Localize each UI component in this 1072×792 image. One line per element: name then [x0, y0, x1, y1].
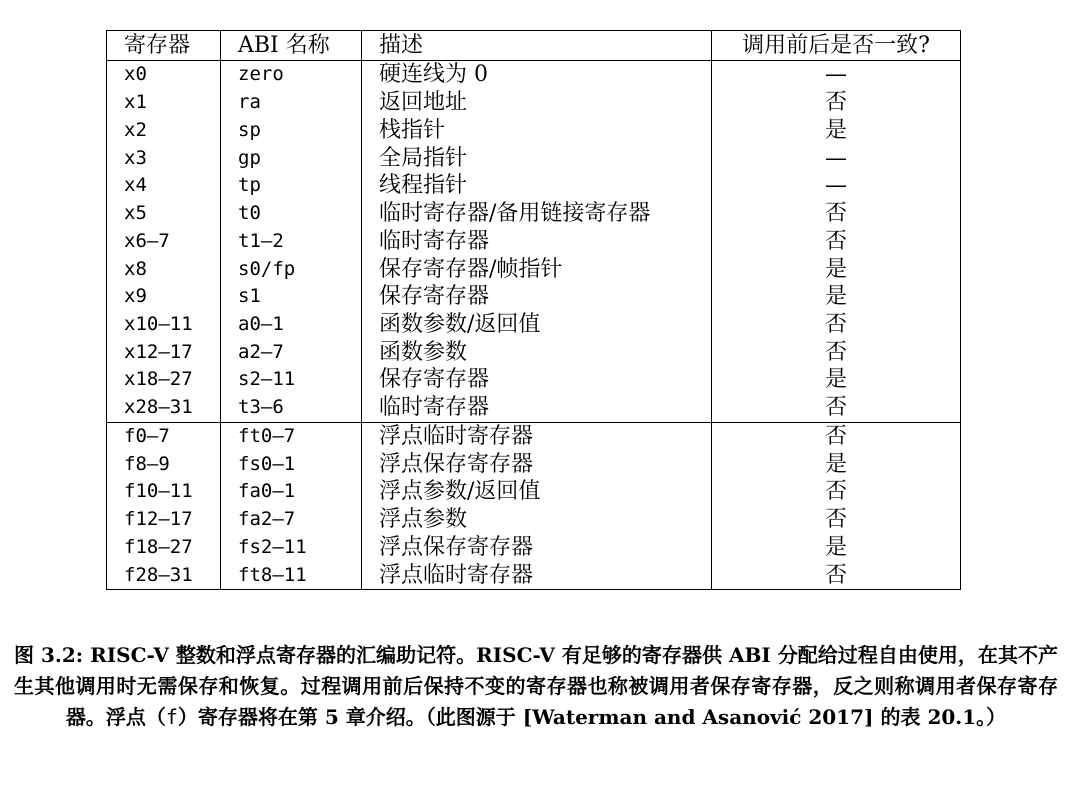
- header-preserved: 调用前后是否一致?: [712, 31, 961, 61]
- register-cell: f0–7: [107, 422, 221, 450]
- header-register: 寄存器: [107, 31, 221, 61]
- description-cell: 函数参数: [362, 338, 712, 366]
- abi-name-cell: gp: [221, 144, 362, 172]
- table-row: [107, 478, 961, 506]
- description-cell: 保存寄存器: [362, 366, 712, 394]
- description-cell: 返回地址: [362, 89, 712, 117]
- preserved-cell: 是: [712, 255, 961, 283]
- caption-text: 图 3.2: RISC-V 整数和浮点寄存器的汇编助记符。RISC-V 有足够的寄存器供 ABI 分配给过程自由使用，在其不产生其他调用时无需保存和恢复。过程调用前后保持不变的寄存器也称被调用者保存寄存器，反之则称调用者保存寄存器。浮点（: [14, 643, 1058, 729]
- table-row: [107, 283, 961, 311]
- table-row: [107, 61, 961, 89]
- abi-name-cell: zero: [221, 61, 362, 89]
- register-cell: x9: [107, 283, 221, 311]
- register-cell: f8–9: [107, 450, 221, 478]
- table-row: [107, 89, 961, 117]
- table-row: [107, 561, 961, 589]
- preserved-cell: 否: [712, 394, 961, 422]
- table-row: [107, 394, 961, 422]
- register-cell: x1: [107, 89, 221, 117]
- abi-name-cell: s0/fp: [221, 255, 362, 283]
- description-cell: 临时寄存器: [362, 394, 712, 422]
- register-cell: x6–7: [107, 227, 221, 255]
- register-cell: x8: [107, 255, 221, 283]
- register-cell: f10–11: [107, 478, 221, 506]
- register-table: [106, 30, 961, 590]
- table-row: [107, 422, 961, 450]
- register-cell: x2: [107, 116, 221, 144]
- table-row: [107, 200, 961, 228]
- preserved-cell: 否: [712, 311, 961, 339]
- description-cell: 线程指针: [362, 172, 712, 200]
- abi-name-cell: t1–2: [221, 227, 362, 255]
- description-cell: 浮点参数/返回值: [362, 478, 712, 506]
- description-cell: 浮点参数: [362, 506, 712, 534]
- preserved-cell: —: [712, 172, 961, 200]
- register-cell: x4: [107, 172, 221, 200]
- preserved-cell: —: [712, 144, 961, 172]
- abi-name-cell: fa0–1: [221, 478, 362, 506]
- header-row: [107, 31, 961, 61]
- preserved-cell: 是: [712, 450, 961, 478]
- abi-name-cell: a0–1: [221, 311, 362, 339]
- table-body: [107, 61, 961, 590]
- preserved-cell: 是: [712, 116, 961, 144]
- header-abi-name: ABI 名称: [221, 31, 362, 61]
- abi-name-cell: s1: [221, 283, 362, 311]
- preserved-cell: 否: [712, 422, 961, 450]
- register-cell: x5: [107, 200, 221, 228]
- preserved-cell: 否: [712, 506, 961, 534]
- register-cell: x10–11: [107, 311, 221, 339]
- preserved-cell: 否: [712, 338, 961, 366]
- register-cell: x12–17: [107, 338, 221, 366]
- description-cell: 浮点临时寄存器: [362, 422, 712, 450]
- description-cell: 浮点保存寄存器: [362, 450, 712, 478]
- register-cell: x3: [107, 144, 221, 172]
- register-cell: x0: [107, 61, 221, 89]
- table-row: [107, 533, 961, 561]
- description-cell: 临时寄存器: [362, 227, 712, 255]
- table-row: [107, 506, 961, 534]
- abi-name-cell: s2–11: [221, 366, 362, 394]
- abi-name-cell: t3–6: [221, 394, 362, 422]
- register-cell: f18–27: [107, 533, 221, 561]
- description-cell: 保存寄存器: [362, 283, 712, 311]
- register-cell: x18–27: [107, 366, 221, 394]
- preserved-cell: —: [712, 61, 961, 89]
- abi-name-cell: fa2–7: [221, 506, 362, 534]
- abi-name-cell: tp: [221, 172, 362, 200]
- caption-text-end: ）寄存器将在第 5 章介绍。（此图源于 [Waterman and Asanović 2017] 的表 20.1。）: [177, 705, 1007, 729]
- register-cell: f28–31: [107, 561, 221, 589]
- description-cell: 浮点保存寄存器: [362, 533, 712, 561]
- preserved-cell: 否: [712, 478, 961, 506]
- description-cell: 临时寄存器/备用链接寄存器: [362, 200, 712, 228]
- table-row: [107, 255, 961, 283]
- preserved-cell: 否: [712, 89, 961, 117]
- description-cell: 保存寄存器/帧指针: [362, 255, 712, 283]
- preserved-cell: 否: [712, 227, 961, 255]
- abi-name-cell: ft0–7: [221, 422, 362, 450]
- description-cell: 函数参数/返回值: [362, 311, 712, 339]
- description-cell: 浮点临时寄存器: [362, 561, 712, 589]
- description-cell: 栈指针: [362, 116, 712, 144]
- table-row: [107, 172, 961, 200]
- abi-name-cell: t0: [221, 200, 362, 228]
- preserved-cell: 是: [712, 283, 961, 311]
- preserved-cell: 否: [712, 561, 961, 589]
- description-cell: 硬连线为 0: [362, 61, 712, 89]
- description-cell: 全局指针: [362, 144, 712, 172]
- abi-name-cell: sp: [221, 116, 362, 144]
- abi-name-cell: a2–7: [221, 338, 362, 366]
- header-description: 描述: [362, 31, 712, 61]
- table-row: [107, 338, 961, 366]
- abi-name-cell: ft8–11: [221, 561, 362, 589]
- table-row: [107, 366, 961, 394]
- abi-name-cell: fs0–1: [221, 450, 362, 478]
- table-row: [107, 144, 961, 172]
- table-header: [107, 31, 961, 61]
- register-cell: x28–31: [107, 394, 221, 422]
- abi-name-cell: fs2–11: [221, 533, 362, 561]
- abi-name-cell: ra: [221, 89, 362, 117]
- table-row: [107, 450, 961, 478]
- preserved-cell: 是: [712, 366, 961, 394]
- preserved-cell: 是: [712, 533, 961, 561]
- preserved-cell: 否: [712, 200, 961, 228]
- table-row: [107, 227, 961, 255]
- table-row: [107, 116, 961, 144]
- figure-caption: [14, 640, 1058, 733]
- caption-code: f: [165, 705, 178, 729]
- table-row: [107, 311, 961, 339]
- register-cell: f12–17: [107, 506, 221, 534]
